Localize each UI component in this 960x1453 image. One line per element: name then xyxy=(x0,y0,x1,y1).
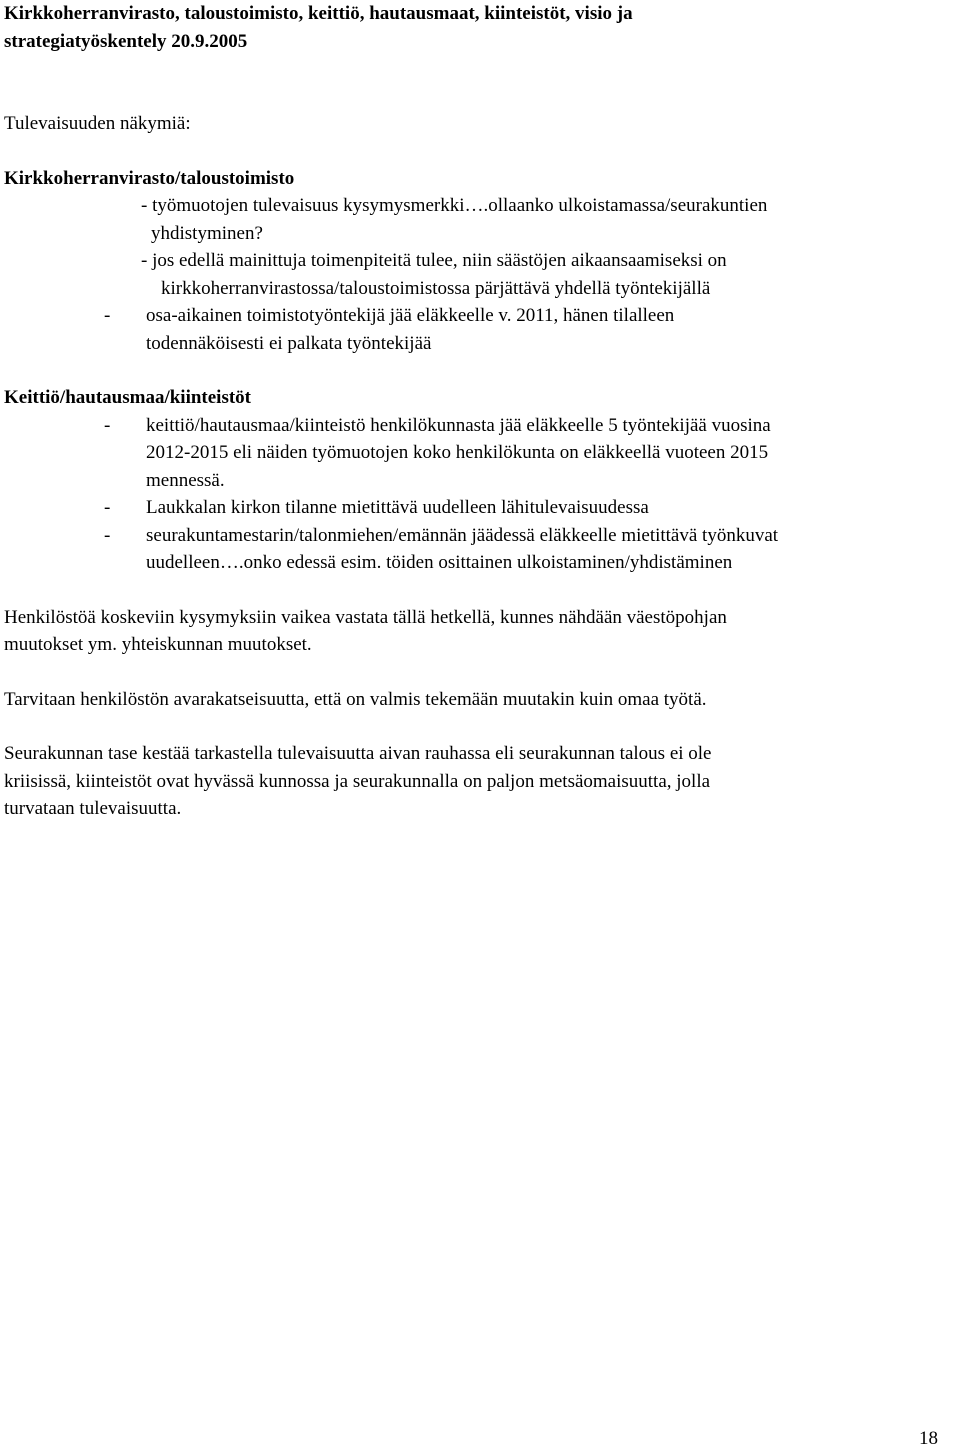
section2-item3-line2: uudelleen….onko edessä esim. töiden osittainen ulkoistaminen/yhdistäminen xyxy=(146,552,733,573)
section1-item2-line1: - jos edellä mainittuja toimenpiteitä tulee, niin säästöjen aikaansaamiseksi on xyxy=(141,250,727,271)
bullet-dash: - xyxy=(104,524,111,546)
section2-heading: Keittiö/hautausmaa/kiinteistöt xyxy=(4,387,252,408)
section2-item3-line1 xyxy=(4,522,954,550)
section1-item1-line1: - työmuotojen tulevaisuus kysymysmerkki….ollaanko ulkoistamassa/seurakuntien xyxy=(141,195,768,216)
page-number: 18 xyxy=(919,1428,938,1449)
section1-item3-line1 xyxy=(4,302,954,330)
section1-item2-line2: kirkkoherranvirastossa/taloustoimistossa pärjättävä yhdellä työntekijällä xyxy=(161,277,711,299)
paragraph-1-line2: muutokset ym. yhteiskunnan muutokset. xyxy=(4,634,312,655)
section2-item1-line1 xyxy=(4,412,954,440)
section1-item3-line2: todennäköisesti ei palkata työntekijää xyxy=(146,332,432,354)
section2-item1-line2: 2012-2015 eli näiden työmuotojen koko henkilökunta on eläkkeellä vuoteen 2015 xyxy=(146,442,769,463)
section2-item2-line1 xyxy=(4,494,954,522)
section2-item1-line3: mennessä. xyxy=(146,469,225,491)
document-title-line-1: Kirkkoherranvirasto, taloustoimisto, keittiö, hautausmaat, kiinteistöt, visio ja xyxy=(4,3,633,24)
document-title-line-2: strategiatyöskentely 20.9.2005 xyxy=(4,30,248,52)
section-intro: Tulevaisuuden näkymiä: xyxy=(4,113,191,134)
bullet-dash: - xyxy=(104,305,111,326)
bullet-dash: - xyxy=(104,414,111,436)
section2-item2-text: Laukkalan kirkon tilanne mietittävä uudelleen lähitulevaisuudessa xyxy=(146,497,649,518)
bullet-dash: - xyxy=(104,497,111,518)
paragraph-3-line2: kriisissä, kiinteistöt ovat hyvässä kunnossa ja seurakunnalla on paljon metsäomaisuutta, jolla xyxy=(4,770,711,792)
paragraph-3-line1: Seurakunnan tase kestää tarkastella tulevaisuutta aivan rauhassa eli seurakunnan talous ei ole xyxy=(4,743,712,764)
section2-item1-text: keittiö/hautausmaa/kiinteistö henkilökunnasta jää eläkkeelle 5 työntekijää vuosina xyxy=(146,414,771,436)
section2-item3-text: seurakuntamestarin/talonmiehen/emännän jäädessä eläkkeelle mietittävä työnkuvat xyxy=(146,524,779,546)
document-page xyxy=(4,0,954,823)
section1-item1-line2: yhdistyminen? xyxy=(151,222,263,244)
paragraph-2-line1: Tarvitaan henkilöstön avarakatseisuutta, että on valmis tekemään muutakin kuin omaa työtä. xyxy=(4,688,707,710)
paragraph-1-line1: Henkilöstöä koskeviin kysymyksiin vaikea vastata tällä hetkellä, kunnes nähdään väestöpohjan xyxy=(4,606,727,628)
paragraph-3-line3: turvataan tulevaisuutta. xyxy=(4,798,182,819)
section1-heading: Kirkkoherranvirasto/taloustoimisto xyxy=(4,167,295,189)
section1-item3-text: osa-aikainen toimistotyöntekijä jää eläkkeelle v. 2011, hänen tilalleen xyxy=(146,305,675,326)
